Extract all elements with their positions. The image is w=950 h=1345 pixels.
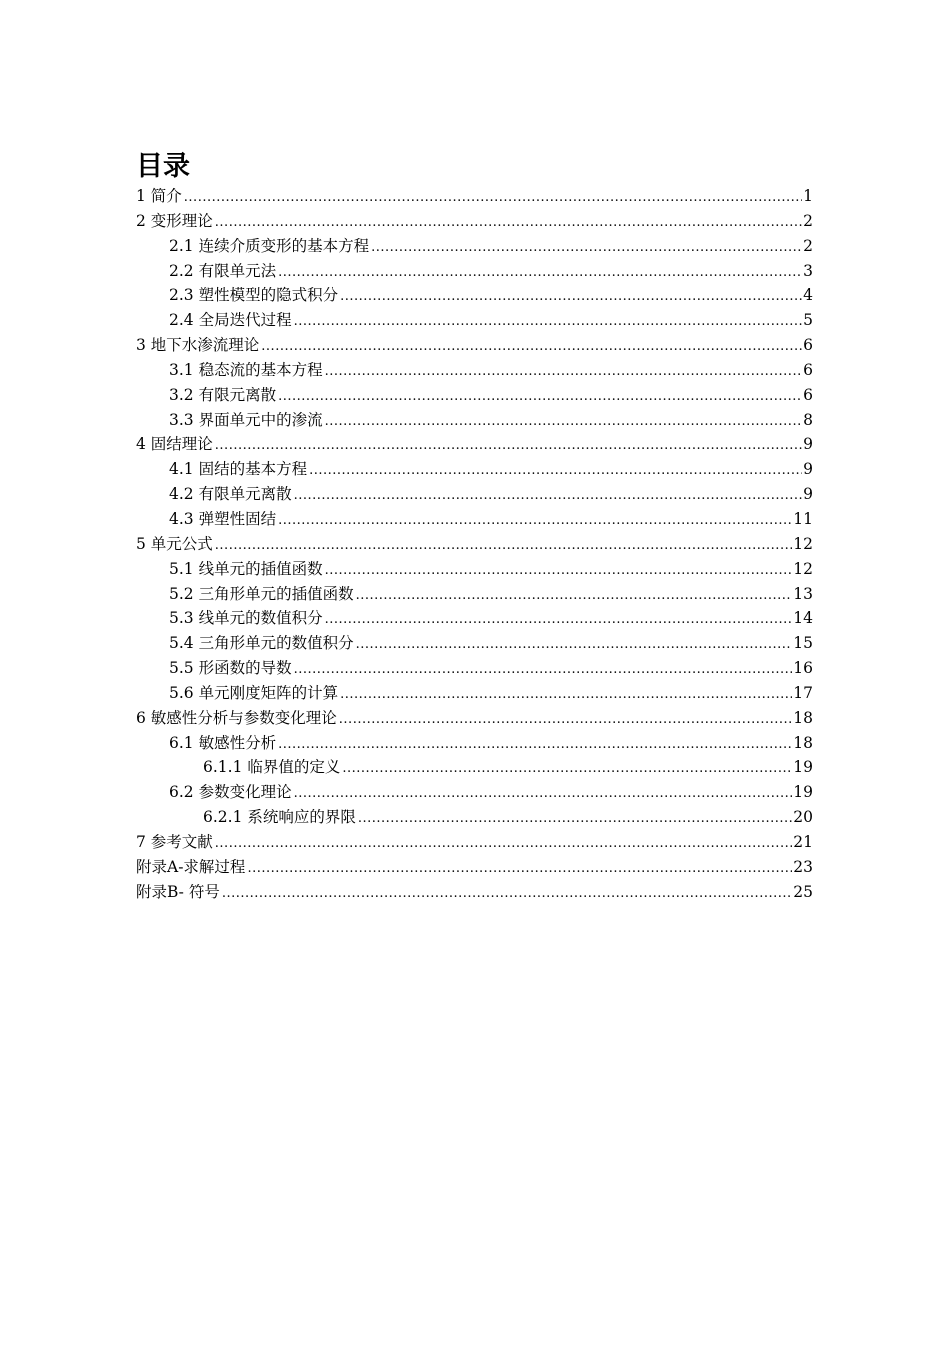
toc-entry[interactable] bbox=[136, 606, 813, 631]
toc-entry-text: 3 地下水渗流理论 bbox=[136, 336, 260, 355]
toc-entry-page-number: 8 bbox=[803, 410, 813, 429]
dot-leader bbox=[215, 434, 802, 459]
toc-title: 目录 bbox=[136, 151, 190, 182]
toc-entry[interactable] bbox=[136, 805, 813, 830]
toc-entry[interactable] bbox=[136, 358, 813, 383]
toc-entry-page-number: 12 bbox=[793, 559, 813, 578]
toc-entry[interactable] bbox=[136, 880, 813, 905]
toc-entry[interactable] bbox=[136, 308, 813, 333]
toc-entry-text: 6.2 参数变化理论 bbox=[169, 783, 292, 802]
toc-entry-page-number: 6 bbox=[803, 336, 813, 355]
toc-entry-page-number: 1 bbox=[803, 187, 813, 205]
dot-leader bbox=[325, 410, 803, 435]
dot-leader bbox=[358, 807, 792, 832]
toc-entry-text: 附录B- 符号 bbox=[136, 882, 220, 901]
toc-entry-text: 2.3 塑性模型的隐式积分 bbox=[169, 286, 339, 305]
toc-entry-page-number: 16 bbox=[793, 659, 813, 678]
toc-entry[interactable] bbox=[136, 209, 813, 234]
toc-entry[interactable] bbox=[136, 706, 813, 731]
dot-leader bbox=[247, 857, 792, 882]
toc-entry[interactable] bbox=[136, 731, 813, 756]
toc-entry-text: 5.2 三角形单元的插值函数 bbox=[169, 584, 354, 603]
toc-entry[interactable] bbox=[136, 830, 813, 855]
toc-entry-text: 4 固结理论 bbox=[136, 435, 213, 454]
dot-leader bbox=[278, 385, 802, 410]
toc-entry-text: 6.1 敏感性分析 bbox=[169, 733, 277, 752]
toc-entry-text: 6.2.1 系统响应的界限 bbox=[203, 808, 356, 827]
toc-entry-text: 3.3 界面单元中的渗流 bbox=[169, 410, 323, 429]
toc-entry[interactable] bbox=[136, 383, 813, 408]
toc-list bbox=[136, 184, 813, 904]
dot-leader bbox=[261, 335, 802, 360]
toc-entry-page-number: 21 bbox=[793, 832, 813, 851]
dot-leader bbox=[278, 261, 802, 286]
toc-entry-page-number: 13 bbox=[793, 584, 813, 603]
toc-entry-page-number: 4 bbox=[803, 286, 813, 305]
toc-entry-page-number: 14 bbox=[793, 609, 813, 628]
toc-entry[interactable] bbox=[136, 532, 813, 557]
toc-entry-text: 3.2 有限元离散 bbox=[169, 385, 277, 404]
toc-entry-text: 4.3 弹塑性固结 bbox=[169, 509, 277, 528]
toc-entry[interactable] bbox=[136, 681, 813, 706]
toc-entry-text: 4.1 固结的基本方程 bbox=[169, 460, 308, 479]
dot-leader bbox=[371, 236, 802, 261]
dot-leader bbox=[325, 360, 803, 385]
toc-entry-text: 5.1 线单元的插值函数 bbox=[169, 559, 323, 578]
toc-entry[interactable] bbox=[136, 582, 813, 607]
dot-leader bbox=[294, 658, 793, 683]
toc-entry-page-number: 9 bbox=[803, 435, 813, 454]
toc-entry[interactable] bbox=[136, 755, 813, 780]
toc-entry-text: 5.3 线单元的数值积分 bbox=[169, 609, 323, 628]
toc-entry-page-number: 3 bbox=[803, 261, 813, 280]
toc-entry[interactable] bbox=[136, 283, 813, 308]
toc-entry[interactable] bbox=[136, 259, 813, 284]
toc-entry-page-number: 12 bbox=[793, 534, 813, 553]
toc-entry[interactable] bbox=[136, 408, 813, 433]
toc-entry[interactable] bbox=[136, 656, 813, 681]
dot-leader bbox=[309, 459, 802, 484]
toc-entry-page-number: 9 bbox=[803, 485, 813, 504]
dot-leader bbox=[356, 633, 793, 658]
toc-entry-page-number: 19 bbox=[793, 783, 813, 802]
toc-entry-text: 4.2 有限单元离散 bbox=[169, 485, 292, 504]
toc-entry-page-number: 18 bbox=[793, 708, 813, 727]
toc-entry[interactable] bbox=[136, 234, 813, 259]
toc-entry[interactable] bbox=[136, 557, 813, 582]
toc-entry-text: 2.2 有限单元法 bbox=[169, 261, 277, 280]
dot-leader bbox=[215, 211, 802, 236]
toc-entry[interactable] bbox=[136, 333, 813, 358]
toc-entry-page-number: 6 bbox=[803, 360, 813, 379]
toc-entry-text: 5.6 单元刚度矩阵的计算 bbox=[169, 683, 339, 702]
toc-entry-page-number: 17 bbox=[793, 683, 813, 702]
toc-entry-page-number: 18 bbox=[793, 733, 813, 752]
toc-entry-page-number: 5 bbox=[803, 311, 813, 330]
toc-entry-page-number: 2 bbox=[803, 211, 813, 230]
document-page bbox=[136, 150, 813, 904]
dot-leader bbox=[278, 733, 792, 758]
toc-entry-page-number: 19 bbox=[793, 758, 813, 777]
toc-entry-text: 附录A-求解过程 bbox=[136, 857, 246, 876]
toc-entry-page-number: 15 bbox=[793, 634, 813, 653]
toc-entry[interactable] bbox=[136, 482, 813, 507]
toc-entry-text: 6.1.1 临界值的定义 bbox=[203, 758, 341, 777]
toc-entry-page-number: 20 bbox=[793, 808, 813, 827]
dot-leader bbox=[340, 683, 792, 708]
toc-entry-page-number: 23 bbox=[793, 857, 813, 876]
dot-leader bbox=[294, 484, 803, 509]
dot-leader bbox=[222, 882, 792, 907]
toc-entry[interactable] bbox=[136, 507, 813, 532]
toc-entry-text: 5.4 三角形单元的数值积分 bbox=[169, 634, 354, 653]
toc-entry-page-number: 25 bbox=[793, 882, 813, 901]
toc-entry[interactable] bbox=[136, 855, 813, 880]
toc-entry-page-number: 2 bbox=[803, 236, 813, 255]
dot-leader bbox=[215, 534, 792, 559]
toc-entry-text: 3.1 稳态流的基本方程 bbox=[169, 360, 323, 379]
toc-entry-text: 1 简介 bbox=[136, 187, 182, 205]
toc-entry-text: 7 参考文献 bbox=[136, 832, 213, 851]
toc-entry[interactable] bbox=[136, 184, 813, 209]
dot-leader bbox=[278, 509, 792, 534]
toc-entry-page-number: 6 bbox=[803, 385, 813, 404]
toc-entry-text: 2.1 连续介质变形的基本方程 bbox=[169, 236, 370, 255]
dot-leader bbox=[294, 310, 803, 335]
toc-entry-text: 5 单元公式 bbox=[136, 534, 213, 553]
dot-leader bbox=[184, 186, 802, 211]
dot-leader bbox=[356, 584, 793, 609]
toc-entry-text: 2.4 全局迭代过程 bbox=[169, 311, 292, 330]
dot-leader bbox=[325, 608, 793, 633]
toc-entry-page-number: 11 bbox=[793, 509, 813, 528]
toc-entry-text: 6 敏感性分析与参数变化理论 bbox=[136, 708, 337, 727]
dot-leader bbox=[215, 832, 792, 857]
toc-entry[interactable] bbox=[136, 457, 813, 482]
toc-entry-text: 2 变形理论 bbox=[136, 211, 213, 230]
dot-leader bbox=[339, 708, 792, 733]
dot-leader bbox=[294, 782, 793, 807]
toc-entry[interactable] bbox=[136, 432, 813, 457]
toc-entry[interactable] bbox=[136, 631, 813, 656]
toc-entry[interactable] bbox=[136, 780, 813, 805]
dot-leader bbox=[342, 757, 792, 782]
toc-entry-text: 5.5 形函数的导数 bbox=[169, 659, 292, 678]
toc-entry-page-number: 9 bbox=[803, 460, 813, 479]
dot-leader bbox=[325, 559, 793, 584]
dot-leader bbox=[340, 285, 802, 310]
